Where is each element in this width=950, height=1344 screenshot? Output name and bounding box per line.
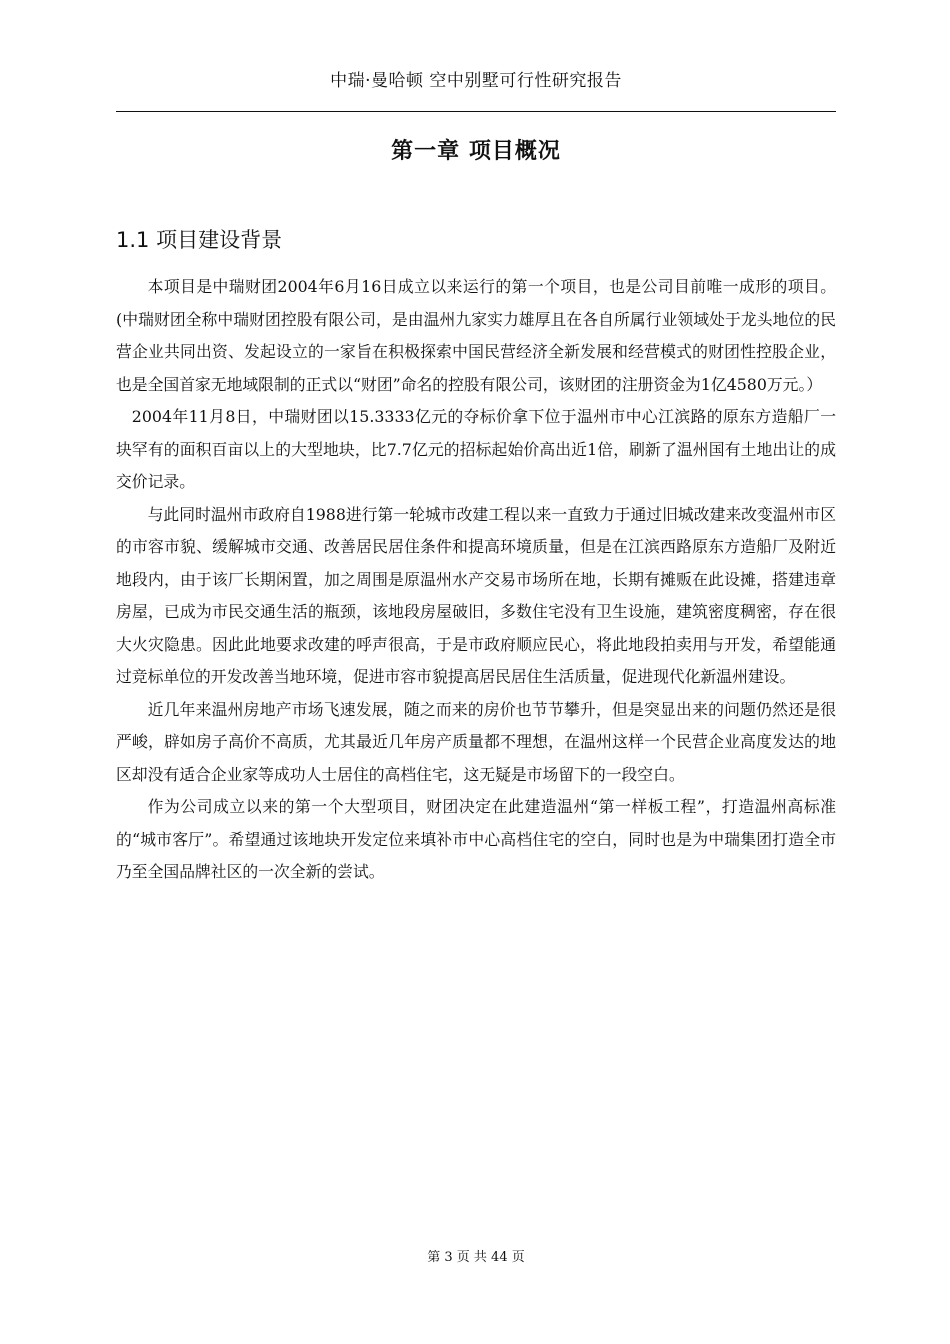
paragraph: 本项目是中瑞财团2004年6月16日成立以来运行的第一个项目，也是公司目前唯一成形的项目。(中瑞财团全称中瑞财团控股有限公司，是由温州九家实力雄厚且在各自所属行业领域处于龙头地位的民营企业共同出资、发起设立的一家旨在积极探索中国民营经济全新发展和经营模式的财团性控股企业，也是全国首家无地域限制的正式以“财团”命名的控股有限公司，该财团的注册资金为1亿4580万元。） [116,277,836,394]
running-header: 中瑞·曼哈顿 空中别墅可行性研究报告 [330,71,622,91]
chapter-title: 第一章 项目概况 [391,139,561,164]
paragraph: 2004年11月8日，中瑞财团以15.3333亿元的夺标价拿下位于温州市中心江滨路的原东方造船厂一块罕有的面积百亩以上的大型地块，比7.7亿元的招标起始价高出近1倍，刷新了温州国有土地出让的成交价记录。 [116,407,836,491]
header-divider [116,111,836,112]
paragraph: 作为公司成立以来的第一个大型项目，财团决定在此建造温州“第一样板工程”，打造温州高标准的“城市客厅”。希望通过该地块开发定位来填补市中心高档住宅的空白，同时也是为中瑞集团打造全市乃至全国品牌社区的一次全新的尝试。 [116,797,836,881]
section-heading: 1.1 项目建设背景 [116,228,283,252]
body-text [116,271,836,889]
page-number: 第 3 页 共 44 页 [427,1250,525,1265]
paragraph: 与此同时温州市政府自1988进行第一轮城市改建工程以来一直致力于通过旧城改建来改变温州市区的市容市貌、缓解城市交通、改善居民居住条件和提高环境质量，但是在江滨西路原东方造船厂及附近地段内，由于该厂长期闲置，加之周围是原温州水产交易市场所在地，长期有摊贩在此设摊，搭建违章房屋，已成为市民交通生活的瓶颈，该地段房屋破旧，多数住宅没有卫生设施，建筑密度稠密，存在很大火灾隐患。因此此地要求改建的呼声很高，于是市政府顺应民心，将此地段拍卖用与开发，希望能通过竞标单位的开发改善当地环境，促进市容市貌提高居民居住生活质量，促进现代化新温州建设。 [116,504,836,686]
paragraph: 近几年来温州房地产市场飞速发展，随之而来的房价也节节攀升，但是突显出来的问题仍然还是很严峻，辟如房子高价不高质，尤其最近几年房产质量都不理想，在温州这样一个民营企业高度发达的地区却没有适合企业家等成功人士居住的高档住宅，这无疑是市场留下的一段空白。 [116,699,836,784]
